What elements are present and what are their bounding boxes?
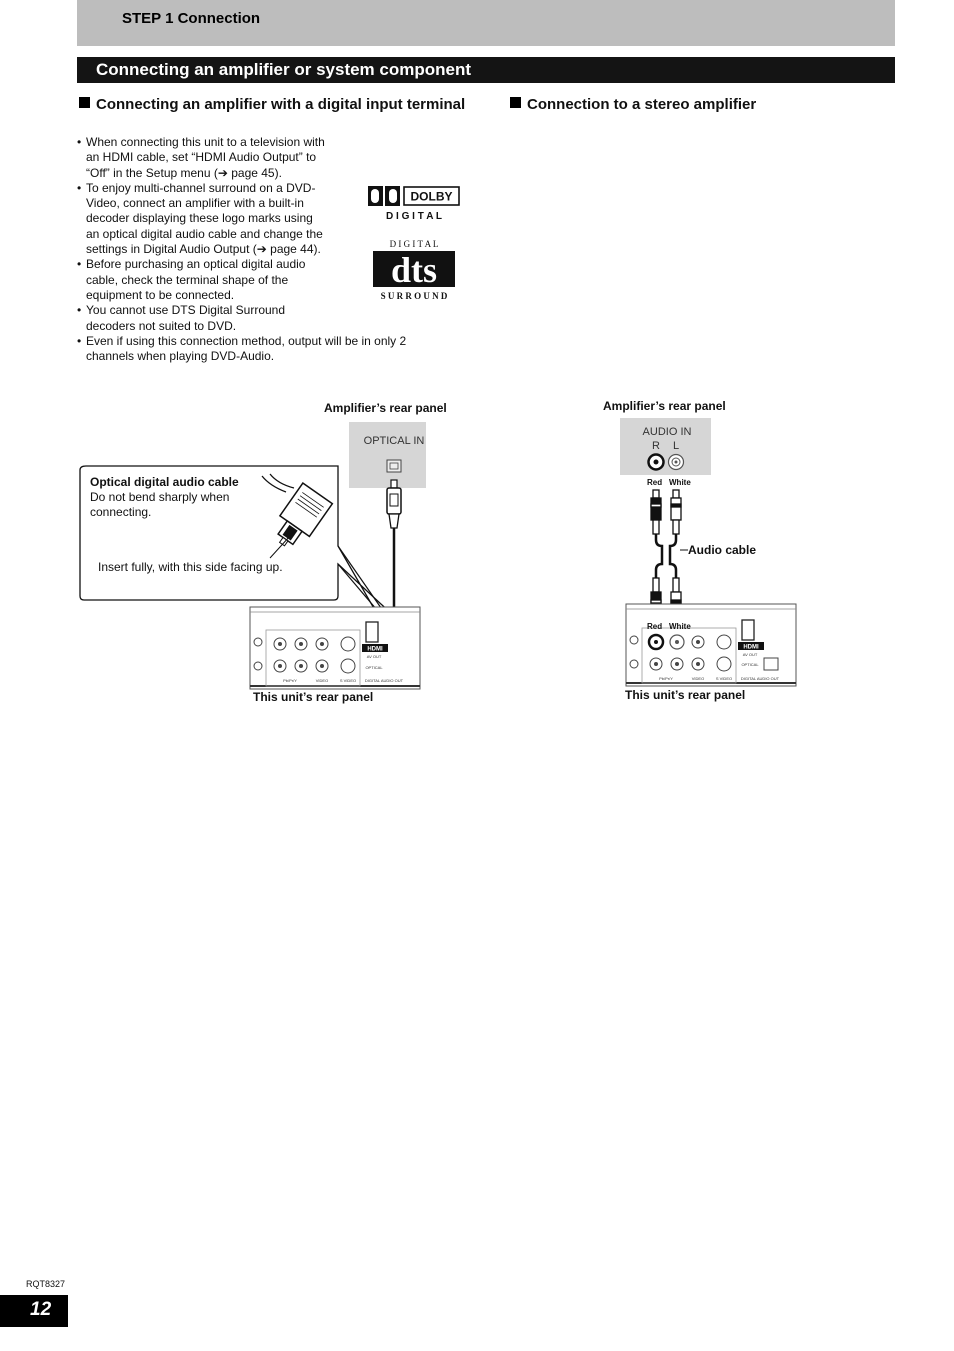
optical-connection-diagram: [76, 418, 426, 694]
note-terminal-shape: • Before purchasing an optical digital audio cable, check the terminal shape of the equipment to be connected.: [77, 257, 326, 303]
hdmi-mark-right: HDMI: [743, 644, 759, 651]
insert-fully-note: Insert fully, with this side facing up.: [98, 560, 283, 574]
s-video-mark-left: S VIDEO: [339, 678, 357, 683]
optical-mark-left: OPTICAL: [365, 665, 383, 670]
note-multichannel: • To enjoy multi-channel surround on a DVD-Video, connect an amplifier with a built-in decoder displaying these logo marks using an optical digital audio cable and change the settings in Digital Audio Output (➔ page 44).: [77, 181, 326, 257]
amp-rear-panel-label-right: Amplifier’s rear panel: [603, 399, 726, 413]
dts-digital-surround-logo: [370, 238, 458, 302]
av-out-mark-left: AV OUT: [366, 654, 382, 659]
pb-video-mark-right: Pb/Pr/Y: [659, 676, 673, 681]
dts-bottom: S U R R O U N D: [380, 291, 448, 301]
unit-rear-panel-label-left: This unit’s rear panel: [253, 690, 374, 704]
audio-in-label: AUDIO IN: [642, 426, 692, 438]
right-subheading: [510, 95, 830, 115]
video-mark-left: VIDEO: [315, 678, 329, 683]
optical-cable-note-2: connecting.: [90, 505, 152, 519]
unit-white-label: White: [669, 622, 691, 631]
right-subheading-text: Connection to a stereo amplifier: [527, 96, 757, 113]
r-label: R: [652, 440, 660, 452]
amp-rear-panel-label-left: Amplifier’s rear panel: [324, 401, 447, 415]
square-bullet-icon: [79, 97, 90, 108]
top-white-label: White: [669, 478, 691, 487]
optical-mark-right: OPTICAL: [741, 662, 759, 667]
optical-in-jack: [387, 460, 401, 472]
step-title: STEP 1 Connection: [122, 10, 261, 27]
av-out-mark-right: AV OUT: [742, 652, 758, 657]
top-red-label: Red: [647, 478, 663, 487]
dolby-digital-logo: [366, 184, 462, 222]
hdmi-mark-left: HDMI: [367, 646, 383, 653]
step-header: [77, 0, 895, 46]
l-label: L: [672, 440, 680, 452]
video-mark-right: VIDEO: [691, 676, 705, 681]
optical-cable-title: Optical digital audio cable: [90, 475, 239, 489]
dts-word: dts: [390, 250, 438, 290]
dolby-word: DOLBY: [410, 189, 453, 204]
square-bullet-icon: [510, 97, 521, 108]
optical-cable-note-1: Do not bend sharply when: [90, 490, 230, 504]
unit-rear-panel-label-right: This unit’s rear panel: [625, 688, 746, 702]
section-title-bar: [77, 57, 895, 83]
s-video-mark-right: S VIDEO: [715, 676, 733, 681]
note-dts: • You cannot use DTS Digital Surround decoders not suited to DVD.: [77, 303, 326, 334]
left-subheading: [79, 95, 475, 115]
unit-red-label: Red: [647, 622, 663, 631]
dts-top: D I G I T A L: [389, 239, 439, 249]
section-title: Connecting an amplifier or system component: [96, 60, 472, 79]
audio-cable-label: Audio cable: [688, 543, 757, 557]
digital-audio-out-mark-right: DIGITAL AUDIO OUT: [740, 676, 780, 681]
optical-in-label: OPTICAL IN: [363, 435, 425, 447]
note-dvd-audio: • Even if using this connection method, output will be in only 2 channels when playing DVD-Audio.: [77, 334, 436, 365]
pb-video-mark-left: Pb/Pr/Y: [283, 678, 297, 683]
page-number-box: [0, 1295, 68, 1327]
note-hdmi: • When connecting this unit to a television with an HDMI cable, set “HDMI Audio Output” to “Off” in the Setup menu (➔ page 45).: [77, 135, 326, 181]
document-code: RQT8327: [26, 1279, 66, 1289]
left-subheading-text: Connecting an amplifier with a digital input terminal: [96, 96, 466, 113]
dolby-sub: D I G I T A L: [386, 211, 442, 222]
page-number: 12: [30, 1299, 52, 1320]
digital-audio-out-mark-left: DIGITAL AUDIO OUT: [364, 678, 404, 683]
